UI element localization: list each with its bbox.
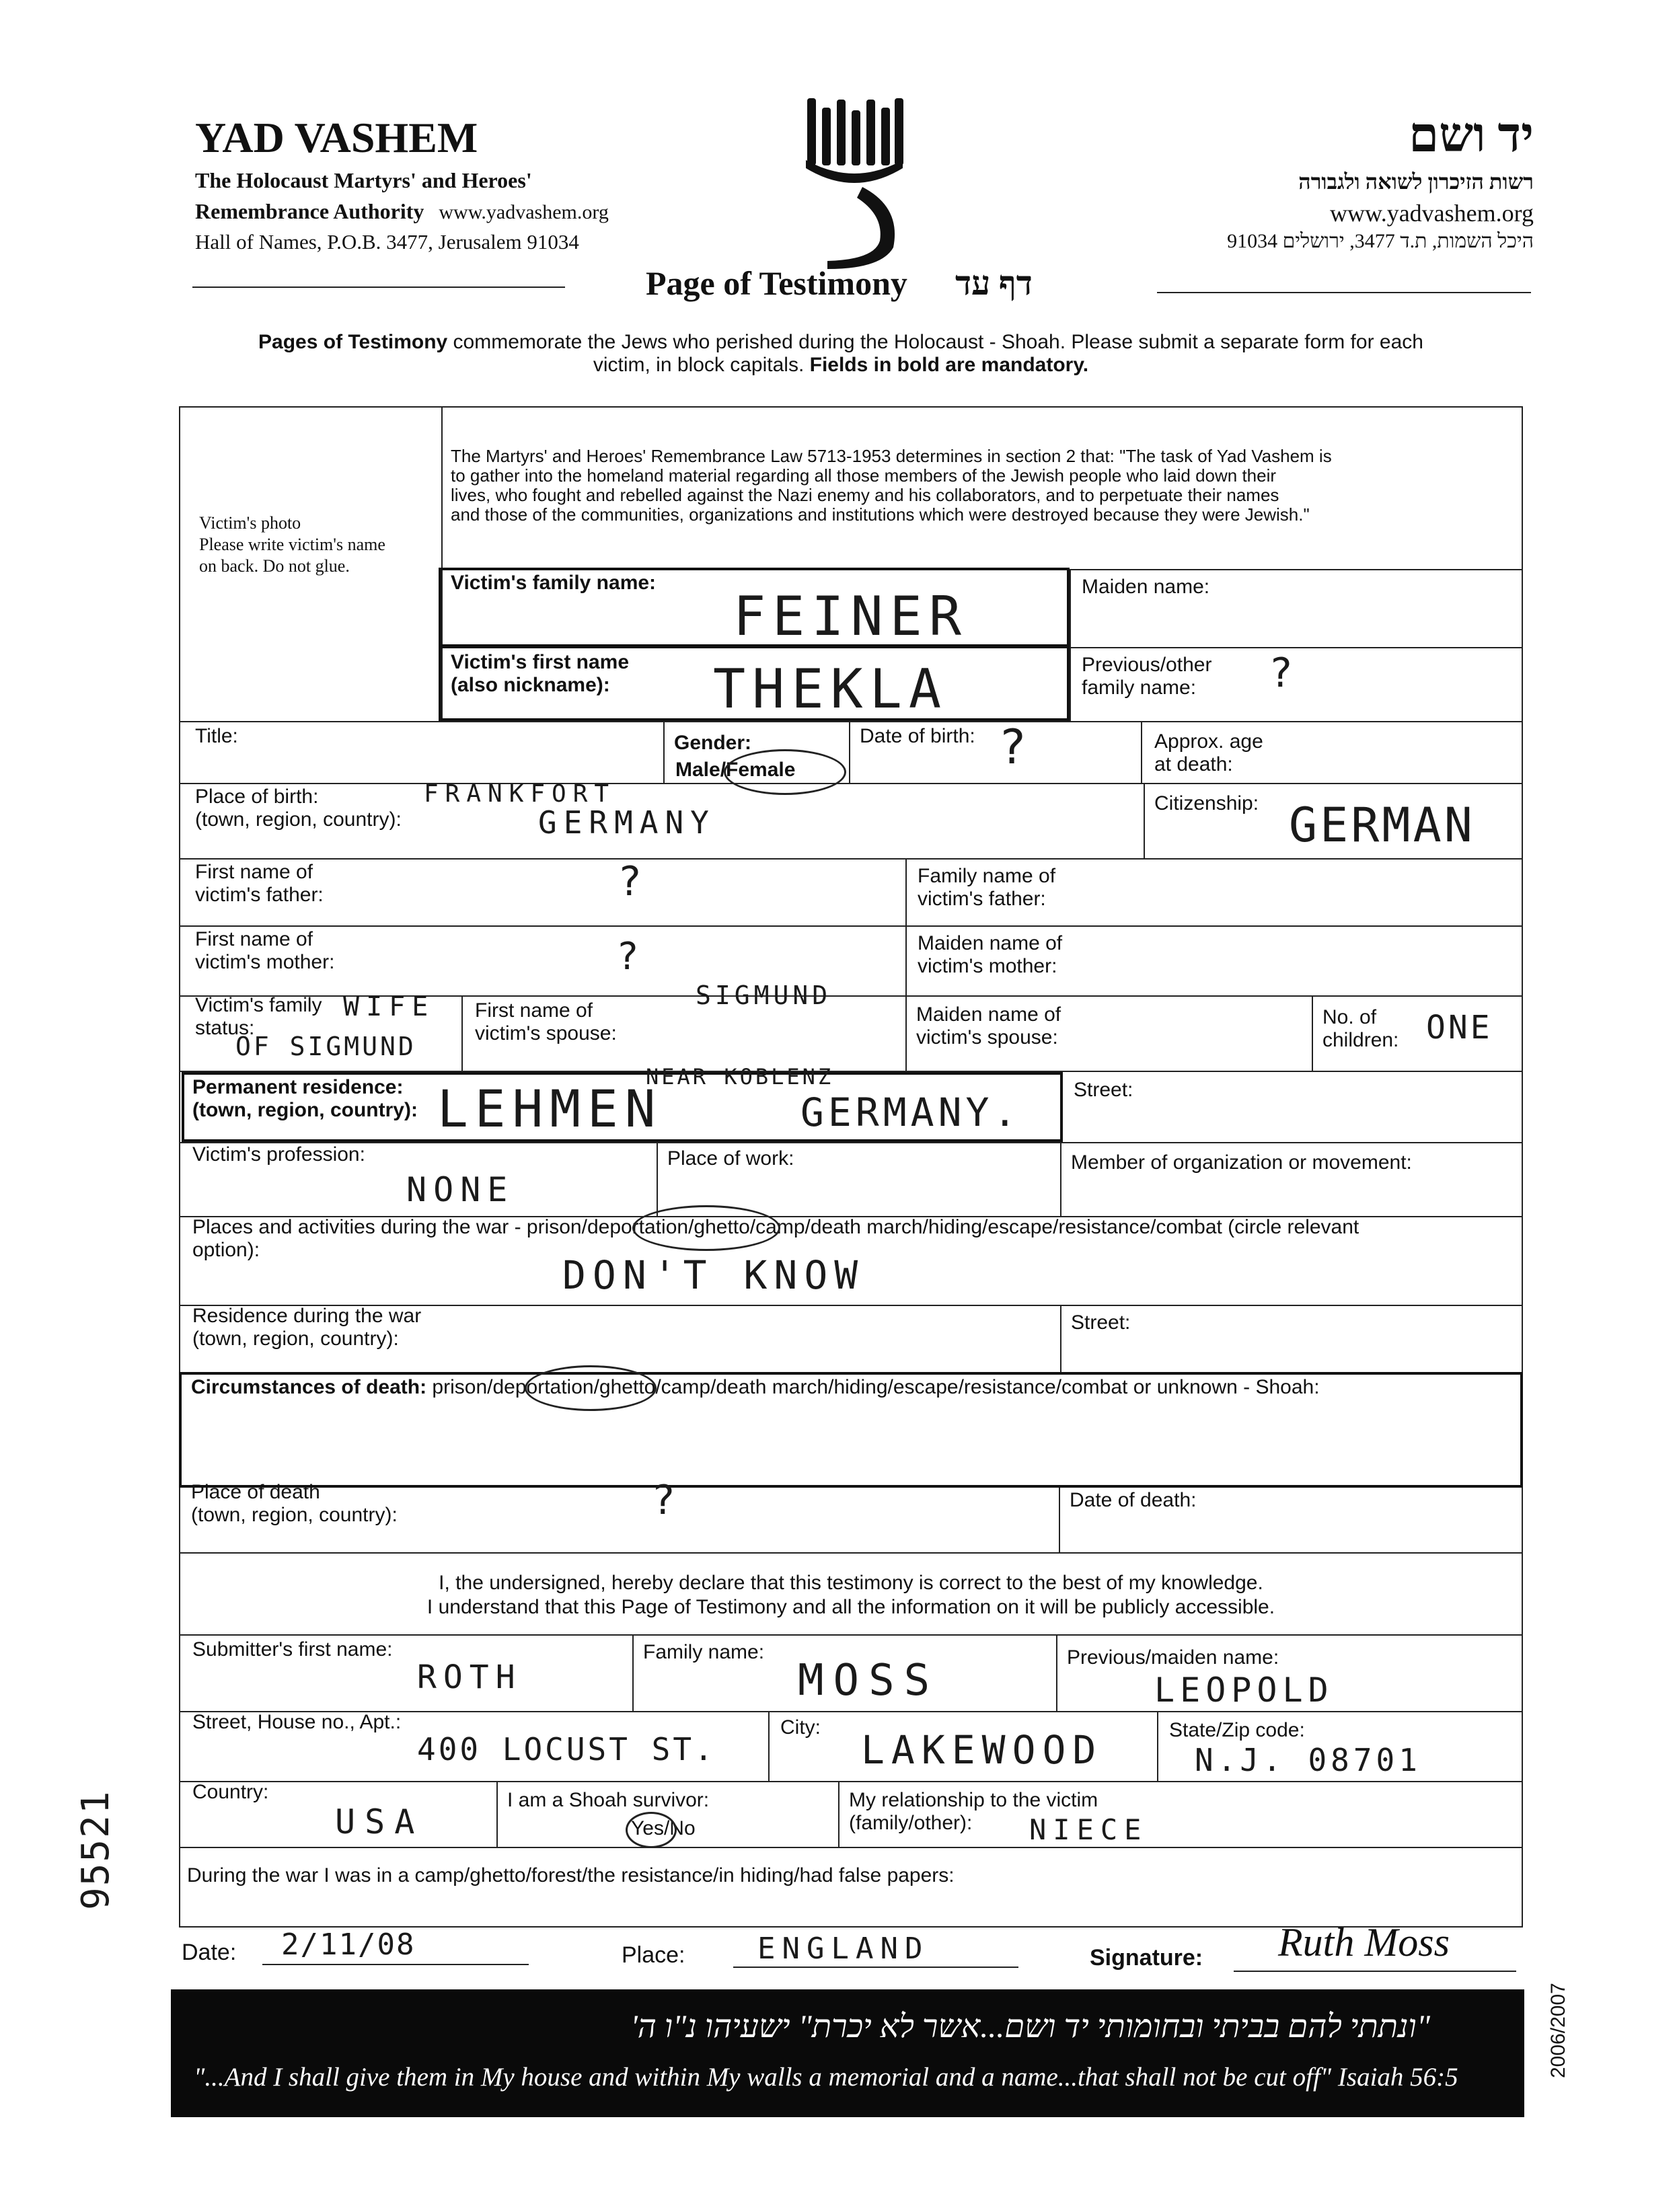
rule-age-left xyxy=(1141,721,1142,783)
place-rule xyxy=(733,1967,1018,1968)
rule-father-v xyxy=(905,858,907,925)
rule-spouse-v xyxy=(905,995,907,1071)
photo-instructions xyxy=(199,512,385,577)
family-status-value-2: OF SIGMUND xyxy=(235,1032,416,1061)
rule-sub3-v2 xyxy=(838,1781,840,1847)
rule-sub3-v1 xyxy=(496,1781,498,1847)
spouse-maiden-label xyxy=(916,1003,1061,1049)
rule-pob-top xyxy=(179,783,1523,784)
pob-label xyxy=(195,786,402,831)
war-places-label-2: option): xyxy=(192,1239,260,1261)
mother-first-label-2: victim's mother: xyxy=(195,951,335,973)
page-title-he: דף עד xyxy=(955,264,1033,302)
mother-first-value: ? xyxy=(616,935,646,979)
during-war-label: During the war I was in a camp/ghetto/forest/the resistance/in hiding/had false papers: xyxy=(187,1864,955,1886)
place-of-work-label: Place of work: xyxy=(667,1147,794,1170)
rule-citizenship-left xyxy=(1144,783,1145,858)
rule-spouse-left xyxy=(461,995,463,1071)
org-website-he: www.yadvashem.org xyxy=(1330,200,1534,227)
family-name-value: FEINER xyxy=(733,585,968,648)
sub-rel-label-2: (family/other): xyxy=(849,1812,973,1834)
first-name-label xyxy=(451,651,629,697)
law-line-4: and those of the communities, organizations and institutions which were destroyed because they were Jewish." xyxy=(451,504,1310,525)
children-value: ONE xyxy=(1426,1009,1493,1046)
rule-sub2-v1 xyxy=(768,1711,770,1781)
father-family-label-2: victim's father: xyxy=(918,888,1046,910)
rule-gender-left xyxy=(663,721,665,783)
residence-label-2: (town, region, country): xyxy=(192,1099,418,1121)
signature-value: Ruth Moss xyxy=(1278,1920,1450,1965)
law-line-3: lives, who fought and rebelled against the Nazi enemy and his collaborators, and to perpetuate their names xyxy=(451,485,1279,505)
first-name-label-1: Victim's first name xyxy=(451,651,630,673)
sub-first-value: ROTH xyxy=(417,1658,522,1696)
intro-mandatory: Fields in bold are mandatory. xyxy=(809,354,1089,376)
org-address-en: Hall of Names, P.O.B. 3477, Jerusalem 91034 xyxy=(195,230,579,254)
mother-maiden-label-1: Maiden name of xyxy=(918,932,1063,954)
sub-survivor-label: I am a Shoah survivor: xyxy=(507,1789,710,1811)
sub-country-value: USA xyxy=(335,1802,424,1841)
rule-declare-top xyxy=(179,1552,1523,1554)
sub-yesno: Yes/No xyxy=(631,1817,696,1839)
war-places-label-1: Places and activities during the war - prison/deportation/ghetto/camp/death march/hiding/escape/resistance/combat (circle relevant xyxy=(192,1216,1359,1238)
photo-label: Victim's photo xyxy=(199,513,301,533)
sub-city-label: City: xyxy=(780,1716,821,1739)
pod-value: ? xyxy=(651,1477,683,1524)
prev-family-label-1: Previous/other xyxy=(1082,654,1212,676)
father-first-label-2: victim's father: xyxy=(195,884,324,906)
sub-rel-value: NIECE xyxy=(1029,1813,1148,1846)
org-name-en: YAD VASHEM xyxy=(195,114,478,161)
member-label: Member of organization or movement: xyxy=(1071,1151,1412,1174)
mother-maiden-label xyxy=(918,932,1062,978)
rule-sub1-v1 xyxy=(632,1634,634,1711)
prev-family-label-2: family name: xyxy=(1082,677,1197,699)
rule-pod-v xyxy=(1059,1488,1060,1552)
intro-bold-lead: Pages of Testimony xyxy=(258,331,448,353)
war-residence-street-label: Street: xyxy=(1071,1311,1131,1334)
org-subtitle-he: רשות הזיכרון לשואה ולגבורה xyxy=(1298,169,1534,194)
mother-first-label xyxy=(195,928,334,974)
rule-mother-top xyxy=(179,925,1523,927)
rule-sub1-v2 xyxy=(1056,1634,1057,1711)
org-website-en: www.yadvashem.org xyxy=(439,201,609,223)
pob-value-1: FRANKFORT xyxy=(424,780,616,808)
rule-name-mid xyxy=(1070,647,1523,648)
law-line-1: The Martyrs' and Heroes' Remembrance Law 5713-1953 determines in section 2 that: "The task of Yad Vashem is xyxy=(451,446,1332,466)
citizenship-label: Citizenship: xyxy=(1154,792,1259,814)
photo-note-1: Please write victim's name xyxy=(199,535,385,554)
dob-label: Date of birth: xyxy=(860,725,975,747)
first-name-label-2: (also nickname): xyxy=(451,674,610,696)
gender-label: Gender: xyxy=(674,732,752,754)
sub-state-value: N.J. 08701 xyxy=(1195,1742,1421,1778)
father-first-label-1: First name of xyxy=(195,861,313,883)
rule-member-left xyxy=(1060,1142,1061,1216)
place-value: ENGLAND xyxy=(757,1932,930,1966)
sub-prev-value: LEOPOLD xyxy=(1154,1671,1334,1710)
law-text xyxy=(451,447,1332,525)
pob-label-1: Place of birth: xyxy=(195,786,319,808)
family-status-label-2: status: xyxy=(195,1017,255,1039)
rule-sub1-top xyxy=(179,1634,1523,1636)
declaration-line-2: I understand that this Page of Testimony and all the information on it will be publicly accessible. xyxy=(426,1596,1275,1618)
spouse-maiden-label-2: victim's spouse: xyxy=(916,1026,1058,1048)
rule-during-top xyxy=(179,1847,1523,1848)
sub-yes-circle xyxy=(626,1812,677,1848)
war-places-value: DON'T KNOW xyxy=(562,1252,865,1298)
family-status-value-1: WIFE xyxy=(343,991,435,1022)
footer-hebrew: "ונתתי להם בביתי ובחומותי יד ושם...אשר לא יכרת" ישעיהו נ"ו ה' xyxy=(630,2009,1430,2045)
org-subtitle-1: The Holocaust Martyrs' and Heroes' xyxy=(195,168,532,192)
prev-family-value: ? xyxy=(1269,650,1300,697)
sub-country-label: Country: xyxy=(192,1781,269,1803)
sub-prev-label: Previous/maiden name: xyxy=(1067,1646,1279,1669)
rule-dob-left xyxy=(849,721,850,783)
rule-sub3-top xyxy=(179,1781,1523,1782)
org-subtitle-2 xyxy=(195,199,609,224)
war-deportation-circle xyxy=(632,1205,780,1251)
residence-value-2: GERMANY. xyxy=(800,1090,1021,1135)
war-residence-label-2: (town, region, country): xyxy=(192,1328,399,1350)
sub-street-value: 400 LOCUST ST. xyxy=(417,1731,716,1767)
dob-value: ? xyxy=(998,720,1034,775)
war-residence-label xyxy=(192,1305,421,1350)
date-rule xyxy=(262,1964,529,1965)
rule-father-top xyxy=(179,858,1523,860)
war-residence-label-1: Residence during the war xyxy=(192,1305,422,1327)
intro-line-2: victim, in block capitals. xyxy=(593,354,810,376)
declaration-line-1: I, the undersigned, hereby declare that this testimony is correct to the best of my knowledge. xyxy=(439,1572,1263,1594)
age-label-2: at death: xyxy=(1154,753,1233,775)
sub-first-label: Submitter's first name: xyxy=(192,1638,393,1661)
rule-sub2-v2 xyxy=(1157,1711,1158,1781)
circumstances-label xyxy=(191,1376,1320,1399)
father-family-label xyxy=(918,865,1055,911)
rule-work-left xyxy=(657,1142,658,1216)
sub-family-label: Family name: xyxy=(643,1641,765,1663)
family-name-label: Victim's family name: xyxy=(451,572,657,594)
gender-options: Male/Female xyxy=(675,759,796,781)
intro-text xyxy=(168,331,1514,377)
father-first-value: ? xyxy=(618,858,649,905)
family-status-label-1: Victim's family xyxy=(195,994,322,1016)
maiden-name-label: Maiden name: xyxy=(1082,576,1210,598)
signature-rule xyxy=(1234,1971,1516,1972)
pob-value-2: GERMANY xyxy=(538,804,716,841)
rule-warres-v xyxy=(1060,1305,1061,1372)
spouse-first-label xyxy=(475,999,617,1045)
residence-label xyxy=(192,1076,418,1122)
circumstances-label-bold: Circumstances of death: xyxy=(191,1376,427,1398)
footer-banner xyxy=(171,1989,1524,2117)
signature-label: Signature: xyxy=(1090,1945,1203,1971)
children-label-2: children: xyxy=(1322,1029,1399,1051)
rule-profession-top xyxy=(179,1142,1523,1143)
father-family-label-1: Family name of xyxy=(918,865,1056,887)
rule-first-name-v xyxy=(1070,569,1071,721)
pob-label-2: (town, region, country): xyxy=(195,808,402,831)
org-address-he: היכל השמות, ת.ד 3477, ירושלים 91034 xyxy=(1227,230,1534,252)
father-first-label xyxy=(195,861,324,907)
spouse-maiden-label-1: Maiden name of xyxy=(916,1003,1061,1026)
citizenship-value: GERMAN xyxy=(1289,798,1475,853)
children-label-1: No. of xyxy=(1322,1006,1377,1028)
place-label: Place: xyxy=(622,1942,685,1968)
spouse-first-label-1: First name of xyxy=(475,999,593,1022)
sub-family-value: MOSS xyxy=(798,1656,940,1706)
title-rule-right xyxy=(1157,292,1531,293)
rule-mother-v xyxy=(905,925,907,995)
declaration xyxy=(179,1571,1523,1619)
rule-title-top xyxy=(179,721,1523,722)
residence-value-1: LEHMEN xyxy=(437,1079,663,1139)
spouse-first-value: SIGMUND xyxy=(696,981,832,1010)
prev-family-label xyxy=(1082,654,1211,699)
form-id: 2006/2007 xyxy=(1547,1983,1569,2078)
dod-label: Date of death: xyxy=(1070,1489,1197,1511)
sub-city-value: LAKEWOOD xyxy=(861,1727,1103,1773)
residence-street-label: Street: xyxy=(1074,1079,1133,1101)
date-value: 2/11/08 xyxy=(281,1928,416,1962)
title-rule-left xyxy=(192,287,565,288)
circ-deportation-circle xyxy=(525,1365,657,1411)
residence-note: NEAR KOBLENZ xyxy=(646,1064,834,1090)
pod-label-2: (town, region, country): xyxy=(191,1504,398,1526)
date-label: Date: xyxy=(182,1940,237,1965)
margin-number: 95521 xyxy=(74,1790,118,1910)
circumstances-label-rest: prison/deportation/ghetto/camp/death march/hiding/escape/resistance/combat or unknown - Shoah: xyxy=(426,1376,1320,1398)
residence-label-1: Permanent residence: xyxy=(192,1076,404,1098)
mother-first-label-1: First name of xyxy=(195,928,313,950)
intro-line-1: commemorate the Jews who perished during the Holocaust - Shoah. Please submit a separate form for each xyxy=(447,331,1423,353)
menorah-logo xyxy=(800,93,908,274)
gender-circle-female xyxy=(724,749,846,795)
sub-street-label: Street, House no., Apt.: xyxy=(192,1711,402,1733)
footer-english: "...And I shall give them in My house and within My walls a memorial and a name...that shall not be cut off" Isaiah 56:5 xyxy=(194,2063,1458,2092)
photo-note-2: on back. Do not glue. xyxy=(199,556,350,576)
org-name-he: יד ושם xyxy=(1409,108,1534,162)
age-label-1: Approx. age xyxy=(1154,730,1263,753)
children-label xyxy=(1322,1006,1398,1052)
mother-maiden-label-2: victim's mother: xyxy=(918,955,1057,977)
age-label xyxy=(1154,730,1263,776)
first-name-value: THEKLA xyxy=(713,658,948,720)
profession-value: NONE xyxy=(406,1170,515,1209)
profession-label: Victim's profession: xyxy=(192,1143,365,1166)
law-line-2: to gather into the homeland material regarding all those members of the Jewish people who laid down their xyxy=(451,465,1277,486)
rule-children-left xyxy=(1312,995,1313,1071)
title-label: Title: xyxy=(195,725,238,747)
pod-label xyxy=(191,1481,398,1527)
page-title-en: Page of Testimony xyxy=(646,264,907,302)
sub-rel-label-1: My relationship to the victim xyxy=(849,1789,1098,1811)
sub-state-label: State/Zip code: xyxy=(1169,1719,1305,1741)
spouse-first-label-2: victim's spouse: xyxy=(475,1022,617,1044)
pod-label-1: Place of death xyxy=(191,1481,320,1503)
org-subtitle-2-text: Remembrance Authority xyxy=(195,199,424,223)
